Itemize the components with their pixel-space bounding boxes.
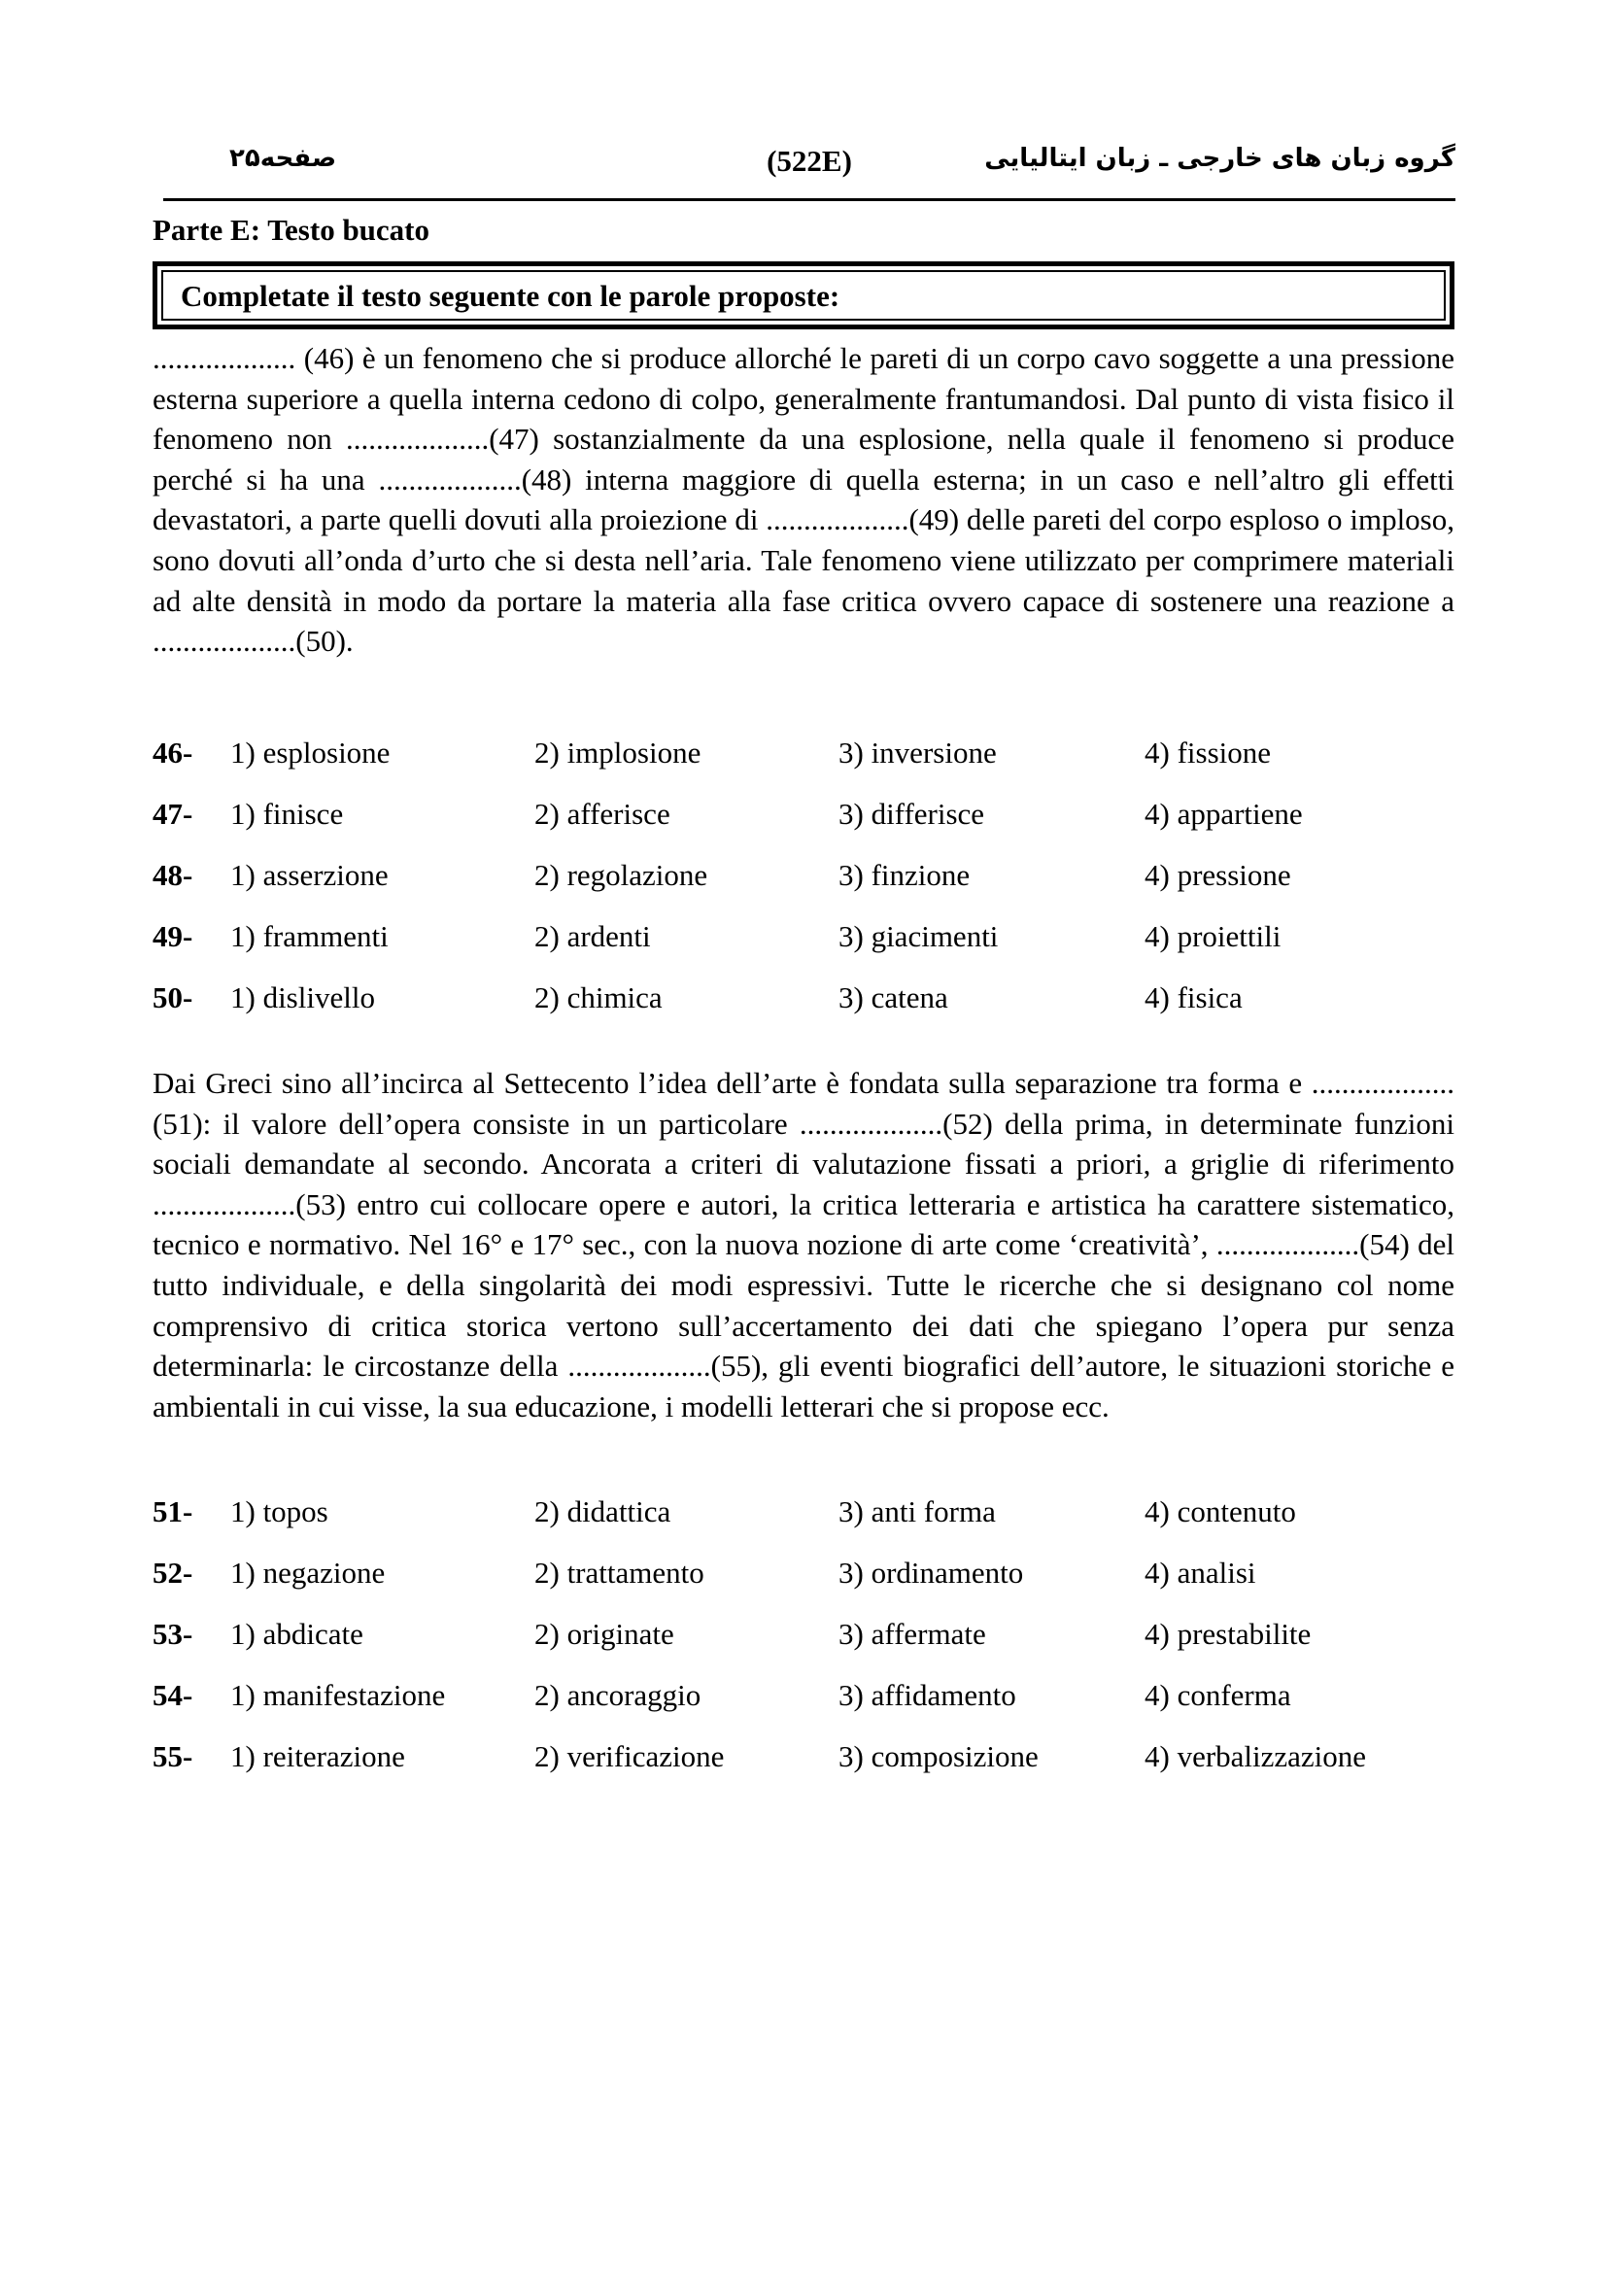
answer-option[interactable]: 2) didattica: [534, 1494, 671, 1528]
answer-option[interactable]: 1) esplosione: [230, 736, 391, 770]
question-list-1: [153, 734, 1454, 1040]
answer-option[interactable]: 1) dislivello: [230, 980, 375, 1014]
answer-option[interactable]: 1) negazione: [230, 1556, 386, 1590]
question-number: 52-: [153, 1556, 193, 1590]
exam-group-title: گروه زبان های خارجی ـ زبان ایتالیایی: [984, 144, 1455, 173]
answer-option[interactable]: 2) chimica: [534, 980, 663, 1014]
question-number: 47-: [153, 797, 193, 831]
answer-option[interactable]: 1) reiterazione: [230, 1739, 405, 1773]
exam-code: (522E): [767, 144, 852, 178]
question-row: [153, 917, 1454, 978]
answer-option[interactable]: 2) ancoraggio: [534, 1678, 701, 1712]
answer-option[interactable]: 3) differisce: [838, 797, 985, 831]
question-number: 54-: [153, 1678, 193, 1712]
question-number: 51-: [153, 1494, 193, 1528]
answer-option[interactable]: 1) finisce: [230, 797, 344, 831]
instruction-box: [153, 261, 1454, 329]
section-title: Parte E: Testo bucato: [153, 213, 430, 247]
answer-option[interactable]: 2) regolazione: [534, 858, 708, 892]
header-divider: [163, 198, 1455, 201]
answer-option[interactable]: 4) proiettili: [1145, 919, 1282, 953]
question-number: 55-: [153, 1739, 193, 1773]
answer-option[interactable]: 3) ordinamento: [838, 1556, 1024, 1590]
answer-option[interactable]: 3) inversione: [838, 736, 997, 770]
instruction-text: Completate il testo seguente con le parole proposte:: [161, 270, 1446, 321]
page-number: صفحه۲۵: [229, 144, 337, 173]
question-row: [153, 1615, 1454, 1676]
answer-option[interactable]: 3) finzione: [838, 858, 971, 892]
question-row: [153, 1737, 1454, 1799]
answer-option[interactable]: 3) affidamento: [838, 1678, 1016, 1712]
question-row: [153, 795, 1454, 856]
answer-option[interactable]: 1) topos: [230, 1494, 328, 1528]
question-number: 48-: [153, 858, 193, 892]
answer-option[interactable]: 1) frammenti: [230, 919, 389, 953]
answer-option[interactable]: 2) trattamento: [534, 1556, 704, 1590]
question-row: [153, 1676, 1454, 1737]
question-number: 49-: [153, 919, 193, 953]
question-row: [153, 734, 1454, 795]
answer-option[interactable]: 4) appartiene: [1145, 797, 1303, 831]
question-row: [153, 856, 1454, 917]
question-number: 50-: [153, 980, 193, 1014]
answer-option[interactable]: 1) asserzione: [230, 858, 389, 892]
question-number: 53-: [153, 1617, 193, 1651]
answer-option[interactable]: 2) implosione: [534, 736, 701, 770]
cloze-passage-2: Dai Greci sino all’incirca al Settecento l’idea dell’arte è fondata sulla separazione tra forma e ...................(51): il valore dell’opera consiste in un particolare ...................(52) della prima, in determinate funzioni sociali demandate al secondo. Ancorata a criteri di valutazione fissati a priori, a griglie di riferimento ...................(53) entro cui collocare opere e autori, la critica letteraria e artistica ha carattere sistematico, tecnico e normativo. Nel 16° e 17° sec., con la nuova nozione di arte come ‘creatività’, ...................(54) del tutto individuale, e della singolarità dei modi espressivi. Tutte le ricerche che si designano col nome comprensivo di critica storica vertono sull’accertamento dei dati che spiegano l’opera pur senza determinarla: le circostanze della ...................(55), gli eventi biografici dell’autore, le situazioni storiche e ambientali in cui visse, la sua educazione, i modelli letterari che si propose ecc.: [153, 1066, 1454, 1423]
answer-option[interactable]: 3) giacimenti: [838, 919, 999, 953]
answer-option[interactable]: 4) analisi: [1145, 1556, 1256, 1590]
question-list-2: [153, 1492, 1454, 1799]
answer-option[interactable]: 2) ardenti: [534, 919, 651, 953]
answer-option[interactable]: 4) verbalizzazione: [1145, 1739, 1367, 1773]
answer-option[interactable]: 3) composizione: [838, 1739, 1039, 1773]
question-number: 46-: [153, 736, 193, 770]
answer-option[interactable]: 1) abdicate: [230, 1617, 363, 1651]
answer-option[interactable]: 4) prestabilite: [1145, 1617, 1312, 1651]
page-header: [163, 144, 1455, 185]
answer-option[interactable]: 1) manifestazione: [230, 1678, 446, 1712]
answer-option[interactable]: 3) affermate: [838, 1617, 986, 1651]
answer-option[interactable]: 4) pressione: [1145, 858, 1291, 892]
answer-option[interactable]: 3) anti forma: [838, 1494, 996, 1528]
answer-option[interactable]: 4) fissione: [1145, 736, 1272, 770]
answer-option[interactable]: 2) verificazione: [534, 1739, 725, 1773]
question-row: [153, 978, 1454, 1040]
answer-option[interactable]: 3) catena: [838, 980, 948, 1014]
answer-option[interactable]: 4) conferma: [1145, 1678, 1291, 1712]
question-row: [153, 1554, 1454, 1615]
answer-option[interactable]: 2) originate: [534, 1617, 674, 1651]
answer-option[interactable]: 4) fisica: [1145, 980, 1243, 1014]
answer-option[interactable]: 4) contenuto: [1145, 1494, 1296, 1528]
answer-option[interactable]: 2) afferisce: [534, 797, 670, 831]
question-row: [153, 1492, 1454, 1554]
cloze-passage-1: ................... (46) è un fenomeno che si produce allorché le pareti di un corpo cavo soggette a una pressione esterna superiore a quella interna cedono di colpo, generalmente frantumandosi. Dal punto di vista fisico il fenomeno non ...................(47) sostanzialmente da una esplosione, nella quale il fenomeno si produce perché si ha una ...................(48) interna maggiore di quella esterna; in un caso e nell’altro gli effetti devastatori, a parte quelli dovuti alla proiezione di ...................(49) delle pareti del corpo esploso o imploso, sono dovuti all’onda d’urto che si desta nell’aria. Tale fenomeno viene utilizzato per comprimere materiali ad alte densità in modo da portare la materia alla fase critica ovvero capace di sostenere una reazione a ...................(50).: [153, 341, 1454, 659]
